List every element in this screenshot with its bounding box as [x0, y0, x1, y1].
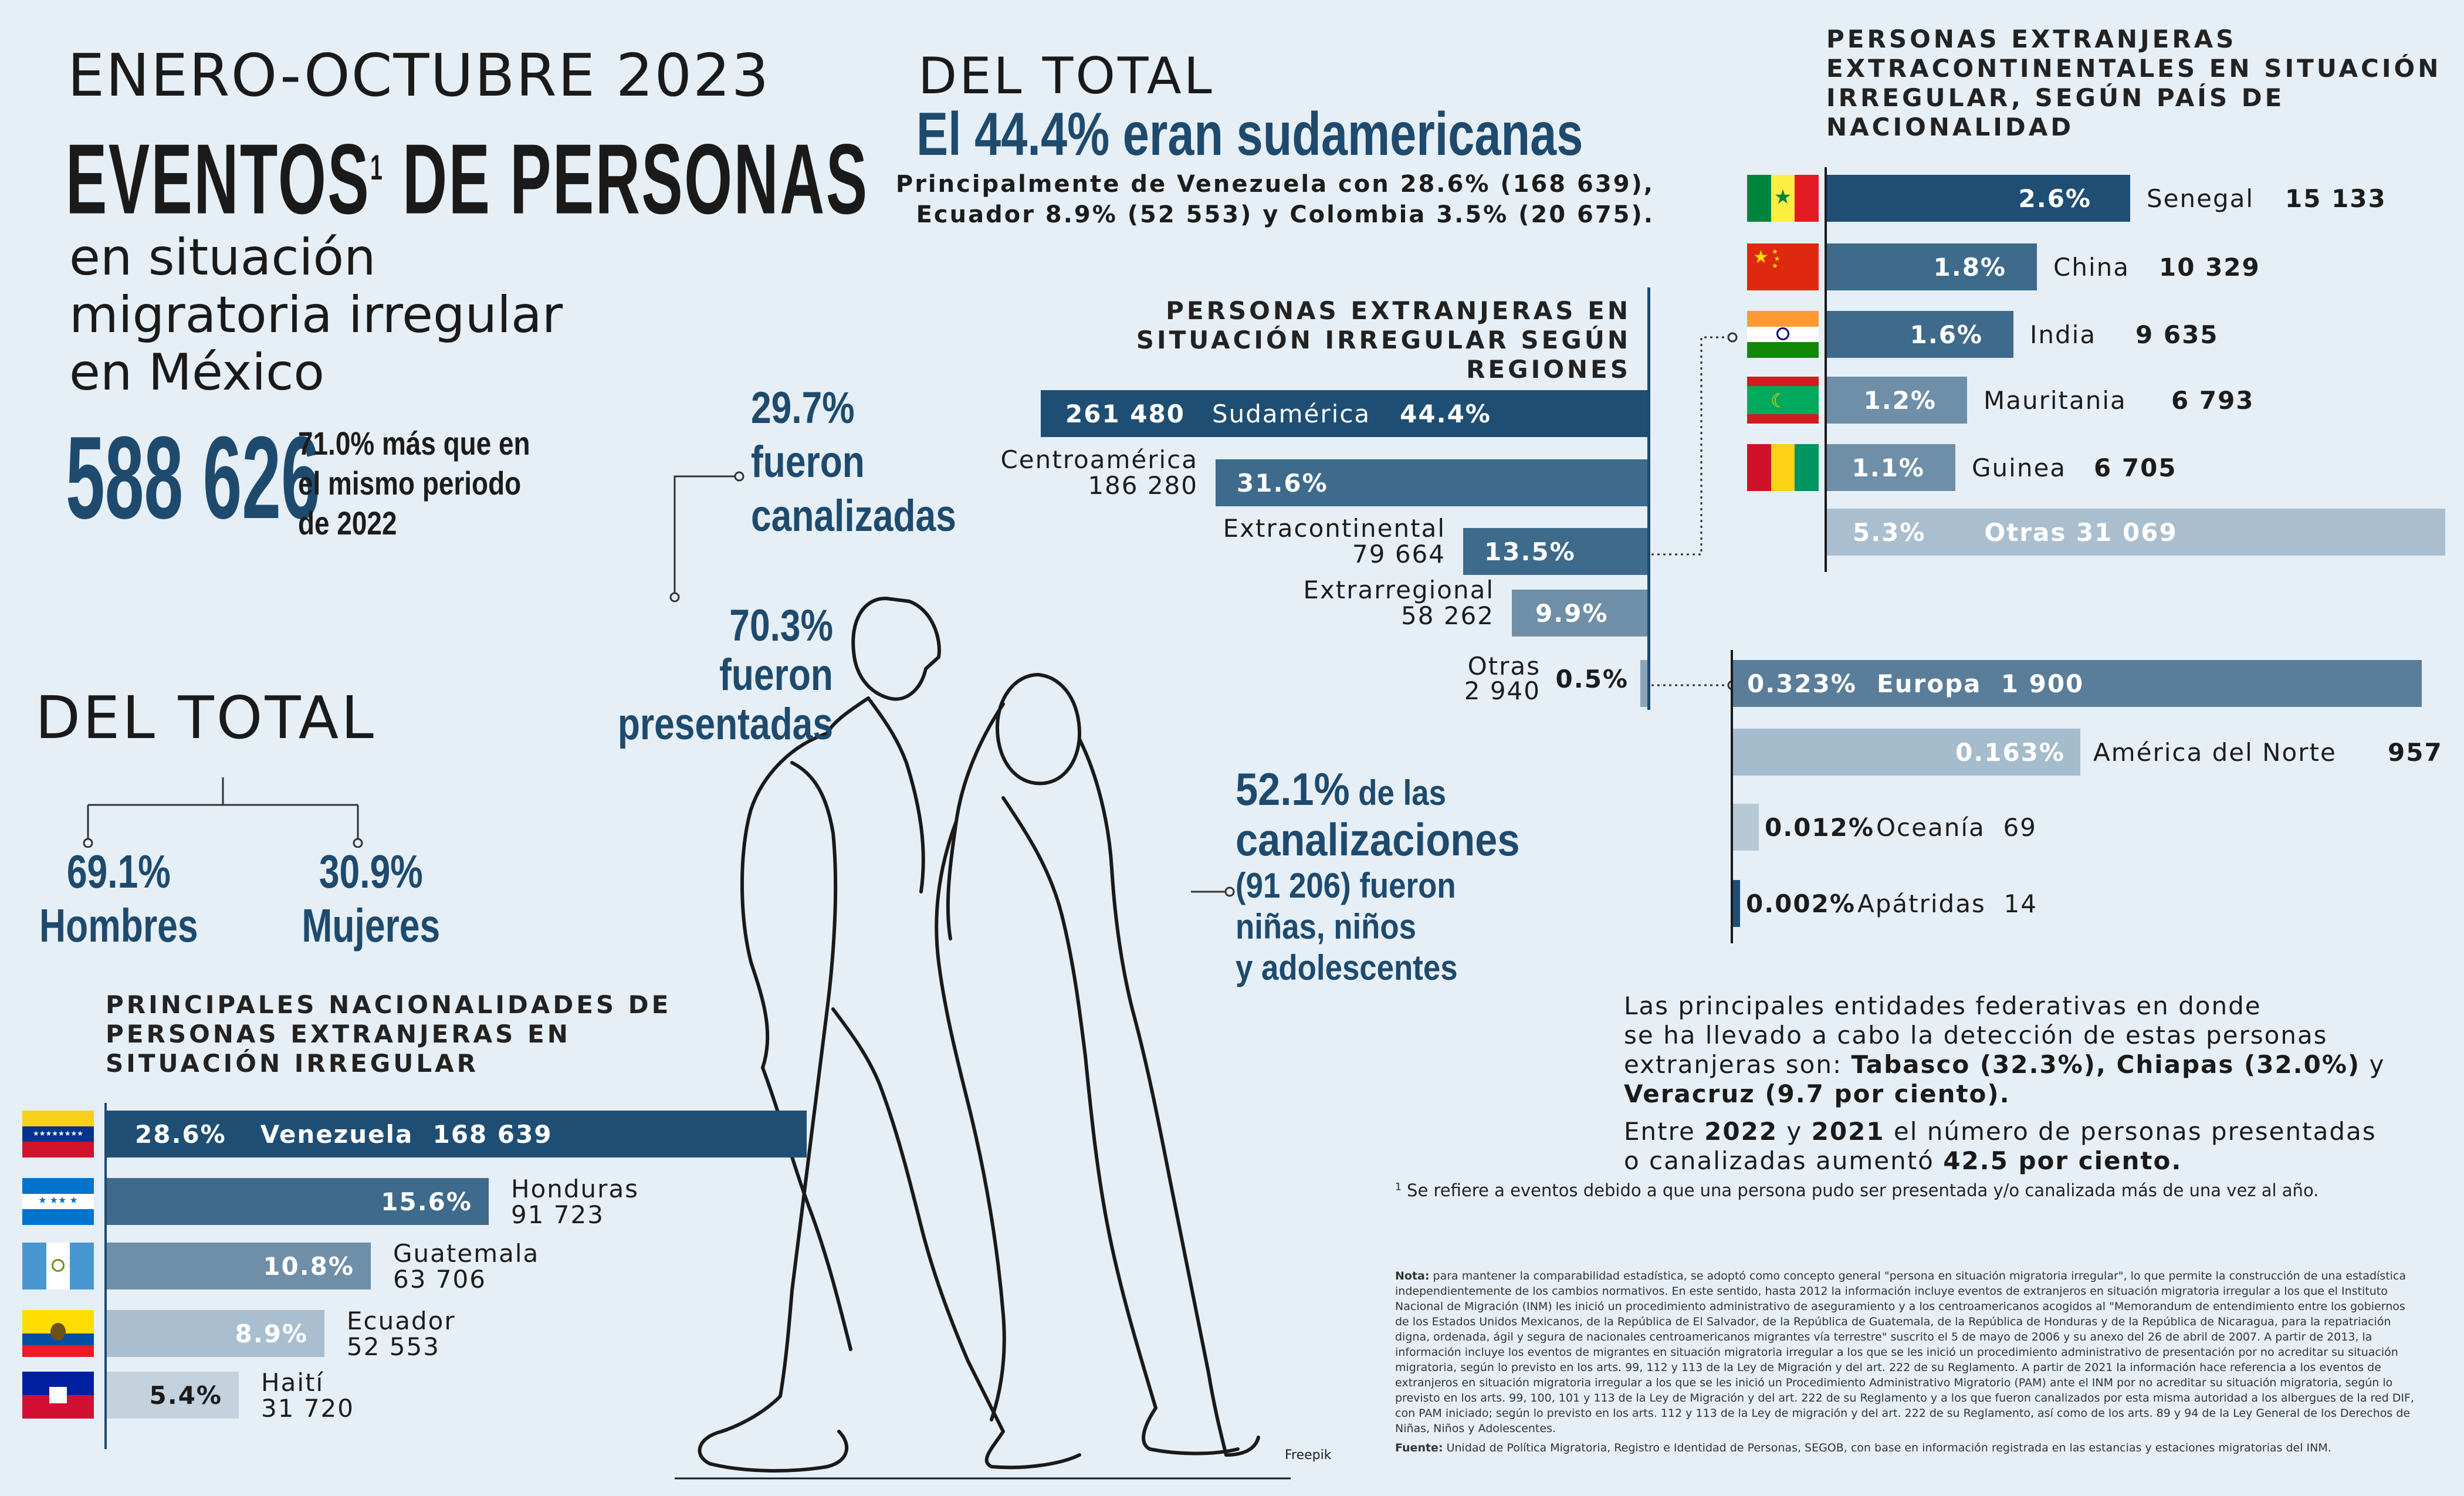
period-title: ENERO-OCTUBRE 2023: [67, 41, 770, 110]
children-pct: 52.1%: [1236, 763, 1350, 815]
entities-bold-1: Tabasco (32.3%), Chiapas (32.0%): [1851, 1050, 2361, 1079]
increase-line-2: [1624, 1146, 2445, 1176]
extracontinental-label: Senegal: [2147, 184, 2255, 213]
flag-ecuador-icon: [22, 1310, 94, 1357]
entities-line-1: Las principales entidades federativas en donde: [1624, 991, 2262, 1020]
subtitle-line-3: en México: [69, 343, 325, 402]
women-pct: 30.9%: [319, 845, 423, 898]
entities-line-4: [1624, 1079, 2445, 1109]
note-text: para mantener la comparabilidad estadística, se adoptó como concepto general "persona en situación migratoria irregular", lo que permite la construcción de una estadística independientemente de los cambios normativos. En este sentido, hasta 2012 la información incluye eventos de extranjeros en situación migratoria irregular a los que el Instituto Nacional de Migración (INM) les inició un procedimiento administrativo de aseguramiento y a los centroamericanos acogidos al "Memorandum de entendimiento entre los gobiernos de los Estados Unidos Mexicanos, de la República de El Salvador, de la República de Guatemala, de la República de Honduras y de la República de Nicaragua, para la repatriación digna, ordenada, ágil y segura de nacionales centroamericanos migrantes vía terrestre" suscrito el 5 de mayo de 2006 y su anexo del 26 de abril de 2007. A partir de 2013, la información incluye los eventos de migrantes en situación migratoria irregular a los que se les inició un procedimiento administrativo de presentación por no acreditar su situación migratoria, según lo previsto en los arts. 99, 112 y 113 de la Ley de Migración y del art. 222 de su Reglamento. A partir de 2021 la información hace referencia a los eventos de extranjeros en situación migratoria irregular a los que se les inició un Procedimiento Administrativo Migratorio (PAM) ante el INM por no acreditar su situación migratoria, según lo previsto en los arts. 99, 100, 101 y 113 de la Ley de Migración y del art. 222 de su Reglamento y a los que fueron canalizados por esta misma autoridad a los albergues de la red DIF, con PAM iniciado; según lo previsto en los arts. 112 y 113 de la Ley de migración y del art. 222 de su Reglamento, así como de los arts. 89 y 94 de la Ley General de los Derechos de Niñas, Niños y Adolescentes.: [1395, 1270, 2414, 1435]
increase-line-1: [1624, 1117, 2445, 1146]
extracontinental-value: 10 329: [2159, 253, 2260, 282]
women-label: Mujeres: [302, 899, 441, 952]
flag-china-icon: ★ ★ ★ ★: [1747, 243, 1819, 290]
region-value: 58 262: [1401, 601, 1494, 630]
extracontinental-percent: 2.6%: [2018, 184, 2091, 213]
other-region-label: Europa 1 900: [1876, 669, 2084, 698]
children-line-3: (91 206) fueron: [1236, 866, 1456, 905]
footnote-mark: 1: [370, 148, 384, 187]
south-heading: DEL TOTAL: [918, 47, 1214, 106]
nationality-value: 91 723: [511, 1200, 604, 1229]
flag-haiti-icon: [22, 1372, 94, 1419]
main-title-word: EVENTOS: [66, 123, 371, 235]
source-note: [1395, 1440, 2428, 1456]
south-subtext-1: Principalmente de Venezuela con 28.6% (168 639),: [895, 171, 1654, 198]
region-bar-extracontinental: [1463, 528, 1647, 575]
extracontinental-value: 15 133: [2285, 184, 2387, 213]
gender-connector: [76, 777, 370, 848]
extracontinental-value: 6 793: [2171, 386, 2255, 415]
nationality-bar-haiti: [107, 1372, 239, 1419]
note-label: Nota:: [1395, 1270, 1430, 1282]
flag-senegal-icon: ★: [1747, 175, 1819, 222]
other-region-percent: 0.323%: [1747, 669, 1857, 698]
presented-stat: [544, 601, 833, 749]
region-label: Centroamérica: [1000, 445, 1198, 474]
region-percent: 9.9%: [1535, 598, 1609, 628]
footnote-number: 1: [1395, 1181, 1402, 1193]
nationality-label: Guatemala: [393, 1239, 540, 1268]
extracontinental-value: 9 635: [2135, 320, 2219, 349]
image-credit: Freepik: [1285, 1448, 1332, 1463]
extracontinental-bar-india: [1827, 311, 2013, 358]
nationality-percent: 10.8%: [263, 1251, 354, 1281]
region-bar-otras: [1640, 660, 1647, 707]
entities-text: [1624, 991, 2445, 1176]
nationality-percent: 5.4%: [149, 1380, 222, 1410]
nationality-label: Ecuador: [347, 1307, 456, 1335]
nationality-bar-honduras: [107, 1178, 489, 1225]
extracontinental-bar-otras: [1827, 509, 2445, 556]
presented-line-2: presentadas: [617, 699, 833, 749]
other-region-percent: 0.163%: [1955, 737, 2065, 767]
children-line-5: y adolescentes: [1236, 948, 1458, 987]
regions-heading: PERSONAS EXTRANJERAS EN SITUACIÓN IRREGULAR SEGÚN REGIONES: [1136, 296, 1631, 384]
subtitle-line-1: en situación: [69, 228, 376, 287]
nationality-label: Venezuela 168 639: [260, 1119, 553, 1149]
extracontinental-label: India: [2030, 320, 2097, 349]
other-region-percent: 0.002%: [1746, 889, 1856, 918]
entities-line-2: se ha llevado a cabo la detección de estas personas: [1624, 1021, 2328, 1050]
flag-guatemala-icon: [22, 1243, 94, 1289]
children-connector: [1191, 883, 1238, 901]
extracontinental-bar-mauritania: [1827, 377, 1967, 424]
region-value: 261 480: [1065, 399, 1185, 428]
increase-year-2: 2021: [1811, 1117, 1885, 1146]
extracontinental-percent: 1.6%: [1910, 320, 1983, 349]
region-bar-sudamerica: [1041, 390, 1647, 437]
total-desc-3: de 2022: [298, 505, 397, 541]
total-desc-1: 71.0% más que en: [298, 425, 530, 462]
subtitle-line-2: migratoria irregular: [69, 286, 563, 344]
nationality-bar-guatemala: [107, 1243, 371, 1289]
other-region-value: 957: [2388, 738, 2443, 767]
region-percent: 44.4%: [1400, 399, 1491, 428]
source-label: Fuente:: [1395, 1441, 1443, 1454]
regions-axis: [1647, 287, 1650, 710]
region-percent: 31.6%: [1237, 468, 1328, 497]
extracontinental-label: Otras 31 069: [1984, 517, 2178, 547]
channeled-pct: 29.7%: [751, 383, 855, 433]
region-bar-extrarregional: [1512, 590, 1647, 637]
channeled-line-1: fueron: [751, 437, 865, 487]
region-label: Sudamérica: [1211, 399, 1371, 428]
channeled-connector: [669, 469, 751, 604]
extracontinental-bar-senegal: [1827, 175, 2130, 222]
south-subtext: [880, 169, 1654, 230]
nationality-label: Haití: [261, 1368, 324, 1397]
other-region-bar-europa: [1733, 660, 2422, 707]
main-title: [66, 116, 869, 235]
entities-line-3-end: y: [2360, 1050, 2385, 1079]
source-text: Unidad de Política Migratoria, Registro e Identidad de Personas, SEGOB, con base en información registrada en las estancias y estaciones migratorias del INM.: [1446, 1441, 2331, 1454]
region-value: 186 280: [1088, 471, 1198, 500]
increase-text-4: o canalizadas aumentó: [1624, 1146, 1944, 1175]
channeled-line-2: canalizadas: [751, 491, 956, 541]
entities-line-3-text: extranjeras son:: [1624, 1050, 1852, 1079]
men-label: Hombres: [39, 899, 198, 952]
total-description: [298, 424, 530, 543]
other-region-percent: 0.012%: [1765, 813, 1874, 842]
entities-bold-2: Veracruz (9.7 por ciento).: [1624, 1079, 2011, 1108]
region-percent: 0.5%: [1555, 665, 1629, 693]
increase-text-1: Entre: [1624, 1117, 1705, 1146]
total-desc-2: el mismo periodo: [298, 465, 522, 502]
other-region-bar-america-del-norte: [1733, 729, 2080, 776]
increase-year-1: 2022: [1704, 1117, 1778, 1146]
methodology-note: [1395, 1268, 2416, 1436]
nationality-value: 52 553: [347, 1332, 440, 1361]
extracontinental-bar-china: [1827, 243, 2037, 290]
nationality-value: 31 720: [261, 1394, 354, 1423]
other-region-label: América del Norte: [2093, 738, 2337, 767]
presented-line-1: fueron: [719, 650, 833, 700]
footnote: [1395, 1180, 2319, 1200]
extracontinental-heading: PERSONAS EXTRANJERAS EXTRACONTINENTALES EN SITUACIÓN IRREGULAR, SEGÚN PAÍS DE NACIONALIDAD: [1826, 25, 2442, 141]
other-region-bar-apatridas: [1733, 880, 1740, 927]
region-value: 79 664: [1352, 540, 1446, 568]
region-bar-centroamerica: [1216, 459, 1647, 506]
nationality-bar-venezuela: [107, 1111, 807, 1157]
flag-guinea-icon: [1747, 444, 1819, 491]
footnote-text: Se refiere a eventos debido a que una persona pudo ser presentada y/o canalizada más de una vez al año.: [1407, 1180, 2319, 1200]
nationality-value: 63 706: [393, 1265, 486, 1294]
nationalities-heading: PRINCIPALES NACIONALIDADES DE PERSONAS EXTRANJERAS EN SITUACIÓN IRREGULAR: [106, 990, 672, 1078]
other-region-label: Oceanía 69: [1876, 813, 2037, 842]
other-region-bar-oceania: [1733, 804, 1759, 851]
subtitle: [69, 229, 563, 401]
nationality-percent: 15.6%: [381, 1187, 472, 1216]
children-line-2: canalizaciones: [1236, 814, 1520, 865]
children-line-1-text: de las: [1349, 773, 1446, 813]
extracontinental-bar-guinea: [1827, 444, 1955, 491]
nationality-bar-ecuador: [107, 1310, 324, 1357]
children-line-4: niñas, niños: [1236, 907, 1417, 946]
total-number: 588 626: [66, 412, 320, 543]
south-subtext-2: Ecuador 8.9% (52 553) y Colombia 3.5% (20 675).: [916, 201, 1654, 228]
other-region-label: Apátridas 14: [1857, 889, 2037, 918]
nationality-percent: 28.6%: [135, 1119, 226, 1149]
women-stat: [286, 845, 456, 953]
children-stat: [1236, 763, 1520, 989]
increase-bold: 42.5 por ciento.: [1943, 1146, 2182, 1175]
men-pct: 69.1%: [66, 845, 171, 898]
increase-text-2: y: [1778, 1117, 1812, 1146]
extracontinental-percent: 1.2%: [1863, 385, 1937, 415]
region-percent: 13.5%: [1484, 537, 1576, 566]
region-value: 2 940: [1464, 676, 1541, 705]
presented-pct: 70.3%: [729, 601, 833, 651]
extracontinental-percent: 1.8%: [1933, 252, 2006, 282]
flag-honduras-icon: ★ ★★ ★: [22, 1178, 94, 1225]
men-stat: [34, 845, 204, 953]
extracontinental-value: 6 705: [2094, 453, 2177, 482]
children-line-1: [1236, 763, 1520, 815]
entities-line-3: [1624, 1050, 2445, 1079]
region-label: Extracontinental: [1223, 514, 1446, 543]
extracontinental-label: China: [2053, 253, 2130, 282]
extracontinental-percent: 1.1%: [1852, 453, 1925, 482]
flag-venezuela-icon: ★★★★★★★★: [22, 1111, 94, 1157]
south-headline: El 44.4% eran sudamericanas: [916, 100, 1583, 168]
gender-heading: DEL TOTAL: [35, 683, 376, 752]
region-label: Extrarregional: [1303, 576, 1494, 604]
main-title-rest: DE PERSONAS: [384, 123, 869, 235]
extracontinental-label: Guinea: [1972, 453, 2067, 482]
flag-india-icon: [1747, 311, 1819, 358]
region-label: Otras: [1467, 652, 1541, 681]
extracontinental-label: Mauritania: [1984, 386, 2127, 415]
extracontinental-percent: 5.3%: [1853, 517, 1926, 547]
flag-mauritania-icon: ☾: [1747, 377, 1819, 424]
nationality-label: Honduras: [511, 1175, 639, 1203]
extracontinental-connector: [1651, 329, 1745, 563]
nationality-percent: 8.9%: [235, 1319, 308, 1348]
increase-text-3: el número de personas presentadas: [1884, 1117, 2377, 1146]
